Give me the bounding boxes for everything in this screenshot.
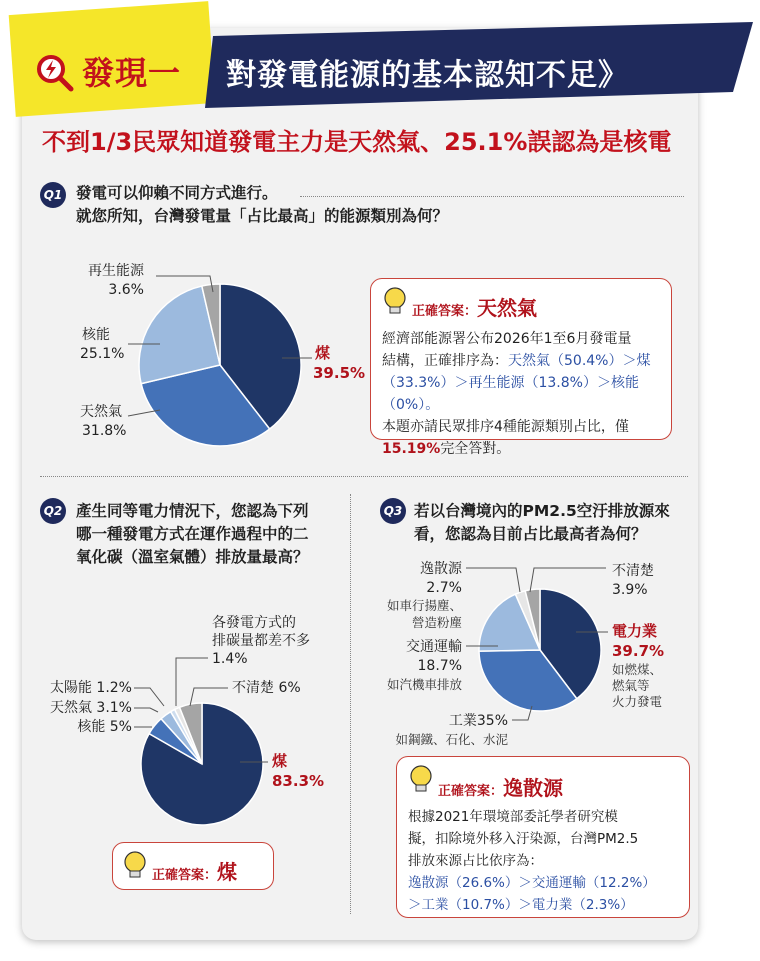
- q1-label-gas-pct: 31.8%: [82, 423, 127, 439]
- q3-answer-value: 逸散源: [503, 776, 564, 800]
- badge-title: 發現一: [82, 54, 182, 92]
- q3-label-fugitive-note1: 如車行揚塵、: [386, 598, 462, 613]
- q2-label-same-pct: 1.4%: [212, 651, 248, 667]
- q3-answer-line3: 排放來源占比依序為：: [408, 853, 543, 869]
- q3-answer-heading: [438, 772, 563, 801]
- q1-label-coal-pct: 39.5%: [313, 364, 366, 382]
- q2-question-line1: 產生同等電力情況下，您認為下列: [76, 502, 309, 520]
- q1-answer-text2: 本題亦請民眾排序4種能源類別占比，僅: [382, 419, 629, 435]
- q1-answer-ranking-a: 天然氣（50.4%）＞煤: [508, 353, 651, 369]
- page-subtitle: 不到1/3民眾知道發電主力是天然氣、25.1%誤認為是核電: [42, 128, 672, 156]
- q2-answer-label: 正確答案：: [152, 868, 218, 883]
- q3-badge: Q3: [380, 498, 406, 524]
- q1-answer-line1: 經濟部能源署公布2026年1至6月發電量: [382, 331, 632, 347]
- banner-title: 對發電能源的基本認知不足》: [226, 58, 629, 93]
- q2-label-solar: 太陽能 1.2%: [49, 680, 132, 696]
- q2-answer-value: 煤: [217, 860, 238, 884]
- q2-label-same-line1: 各發電方式的: [212, 615, 296, 631]
- q3-label-unknown-pct: 3.9%: [612, 582, 648, 598]
- q3-answer-line5: ＞工業（10.7%）＞電力業（2.3%）: [408, 897, 634, 913]
- q2-label-unknown: 不清楚 6%: [232, 680, 301, 696]
- q3-label-transport-note: 如汽機車排放: [386, 677, 462, 692]
- q3-label-fugitive-pct: 2.7%: [426, 580, 462, 596]
- q1-label-nuclear-name: 核能: [82, 327, 110, 343]
- q2-label-coal-pct: 83.3%: [272, 772, 325, 790]
- q3-label-fugitive-name: 逸散源: [420, 561, 462, 577]
- q3-question-line1: 若以台灣境內的PM2.5空汙排放源來: [414, 502, 670, 520]
- q3-answer-body: [408, 806, 684, 916]
- q1-answer-value: 天然氣: [477, 296, 538, 320]
- q3-question-line2: 看，您認為目前占比最高者為何？: [414, 525, 647, 543]
- q1-label-nuclear-pct: 25.1%: [80, 346, 125, 362]
- q2-label-nuclear: 核能 5%: [77, 719, 132, 735]
- lightbulb-icon: [408, 764, 434, 794]
- q3-label-power-name: 電力業: [612, 622, 658, 640]
- q3-label-industry-name: 工業35%: [448, 713, 508, 729]
- q3-label-unknown-name: 不清楚: [612, 563, 654, 579]
- q3-label-transport-pct: 18.7%: [417, 658, 462, 674]
- q3-answer-label: 正確答案：: [438, 784, 504, 799]
- q3-label-transport-name: 交通運輸: [406, 639, 462, 655]
- q1-label-renew-pct: 3.6%: [108, 282, 144, 298]
- q3-label-industry-note: 如鋼鐵、石化、水泥: [395, 732, 508, 747]
- q2-question-line3: 氧化碳（溫室氣體）排放量最高？: [76, 548, 309, 566]
- q2-label-gas: 天然氣 3.1%: [49, 700, 132, 716]
- q1-question-line2: 就您所知，台灣發電量「占比最高」的能源類別為何？: [76, 207, 449, 225]
- q3-label-power-note2: 燃氣等: [612, 678, 650, 693]
- q1-answer-text: 結構，正確排序為：: [382, 353, 508, 369]
- q3-label-power-pct: 39.7%: [612, 642, 665, 660]
- q2-label-coal-name: 煤: [272, 752, 288, 770]
- q1-answer-ranking-b: （33.3%）＞再生能源（13.8%）＞核能（0%）。: [382, 375, 639, 413]
- q2-question-line2: 哪一種發電方式在運作過程中的二: [76, 525, 309, 543]
- q1-question-line1: 發電可以仰賴不同方式進行。: [76, 184, 278, 202]
- q2-label-same-line2: 排碳量都差不多: [212, 633, 310, 649]
- q1-answer-rate: 15.19%: [382, 441, 441, 457]
- q1-badge: Q1: [40, 182, 66, 208]
- q2-badge: Q2: [40, 498, 66, 524]
- q3-answer-line4: 逸散源（26.6%）＞交通運輸（12.2%）: [408, 875, 656, 891]
- q3-label-power-note1: 如燃煤、: [612, 662, 663, 677]
- q1-label-renew-name: 再生能源: [88, 263, 144, 279]
- q1-answer-label: 正確答案：: [412, 304, 478, 319]
- q3-answer-line2: 擬，扣除境外移入汙染源，台灣PM2.5: [408, 831, 639, 847]
- q1-answer-text3: 完全答對。: [440, 441, 511, 457]
- q3-label-fugitive-note2: 營造粉塵: [411, 615, 462, 630]
- q3-label-power-note3: 火力發電: [612, 694, 663, 709]
- q3-answer-line1: 根據2021年環境部委託學者研究模: [408, 809, 618, 825]
- q1-label-coal-name: 煤: [315, 344, 331, 362]
- q1-label-gas-name: 天然氣: [80, 404, 122, 420]
